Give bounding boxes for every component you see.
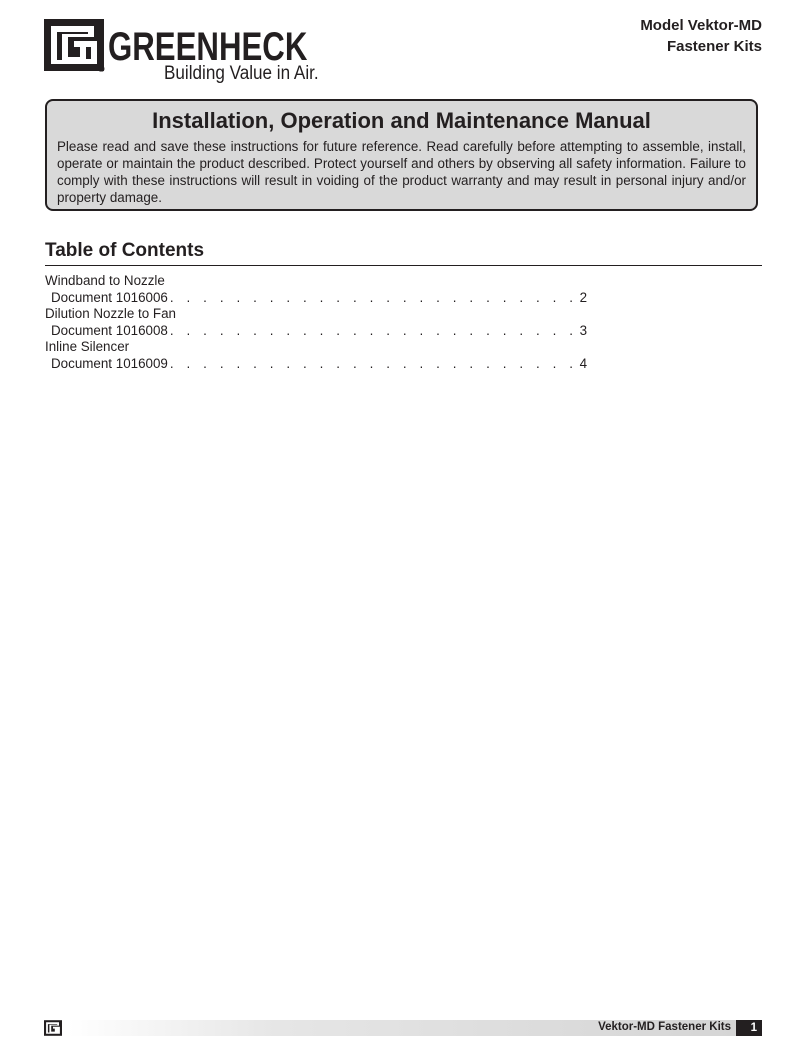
brand-name: GREENHECK: [108, 25, 308, 69]
manual-notice-box: [45, 99, 758, 211]
toc-entry-dilution-nozzle[interactable]: [45, 306, 588, 339]
toc-leader-dots: . . . . . . . . . . . . . . . . . . . . . . . . .: [169, 322, 578, 338]
toc-entry-page: 2: [579, 289, 588, 305]
toc-entry-title: Windband to Nozzle: [45, 273, 165, 288]
toc-entry-title: Dilution Nozzle to Fan: [45, 306, 176, 321]
toc-entry-page: 4: [579, 355, 588, 371]
model-name: Model Vektor-MD: [640, 17, 762, 34]
manual-intro: Please read and save these instructions for future reference. Read carefully before attempting to assemble, install, operate or maintain the product described. Protect yourself and others by observing all safety information. Failure to comply with these instructions will result in voiding of the product warranty and may result in personal injury and/or property damage.: [57, 139, 746, 205]
toc-leader-dots: . . . . . . . . . . . . . . . . . . . . . . . . .: [169, 355, 578, 371]
brand-tagline: Building Value in Air.: [164, 63, 319, 84]
manual-title: Installation, Operation and Maintenance Manual: [152, 108, 651, 133]
greenheck-logo-mark-icon: [44, 19, 104, 71]
toc-entry-page: 3: [579, 322, 588, 338]
toc-entry-document: Document 1016006: [51, 289, 168, 305]
toc-entry-document: Document 1016008: [51, 322, 168, 338]
toc-entry-title: Inline Silencer: [45, 339, 130, 354]
document-title-block: [640, 15, 762, 57]
table-of-contents: [45, 273, 588, 372]
registered-mark: ®: [98, 64, 105, 74]
greenheck-footer-logo-icon: [44, 1020, 62, 1036]
footer-label: Vektor-MD Fastener Kits: [598, 1021, 731, 1033]
document-subtitle: Fastener Kits: [666, 38, 762, 55]
greenheck-logo: [44, 19, 334, 89]
toc-leader-dots: . . . . . . . . . . . . . . . . . . . . . . . . .: [169, 289, 578, 305]
toc-heading: Table of Contents: [45, 240, 762, 266]
toc-entry-inline-silencer[interactable]: [45, 339, 588, 372]
toc-entry-document: Document 1016009: [51, 355, 168, 371]
page-number: 1: [736, 1020, 762, 1036]
toc-entry-windband[interactable]: [45, 273, 588, 306]
